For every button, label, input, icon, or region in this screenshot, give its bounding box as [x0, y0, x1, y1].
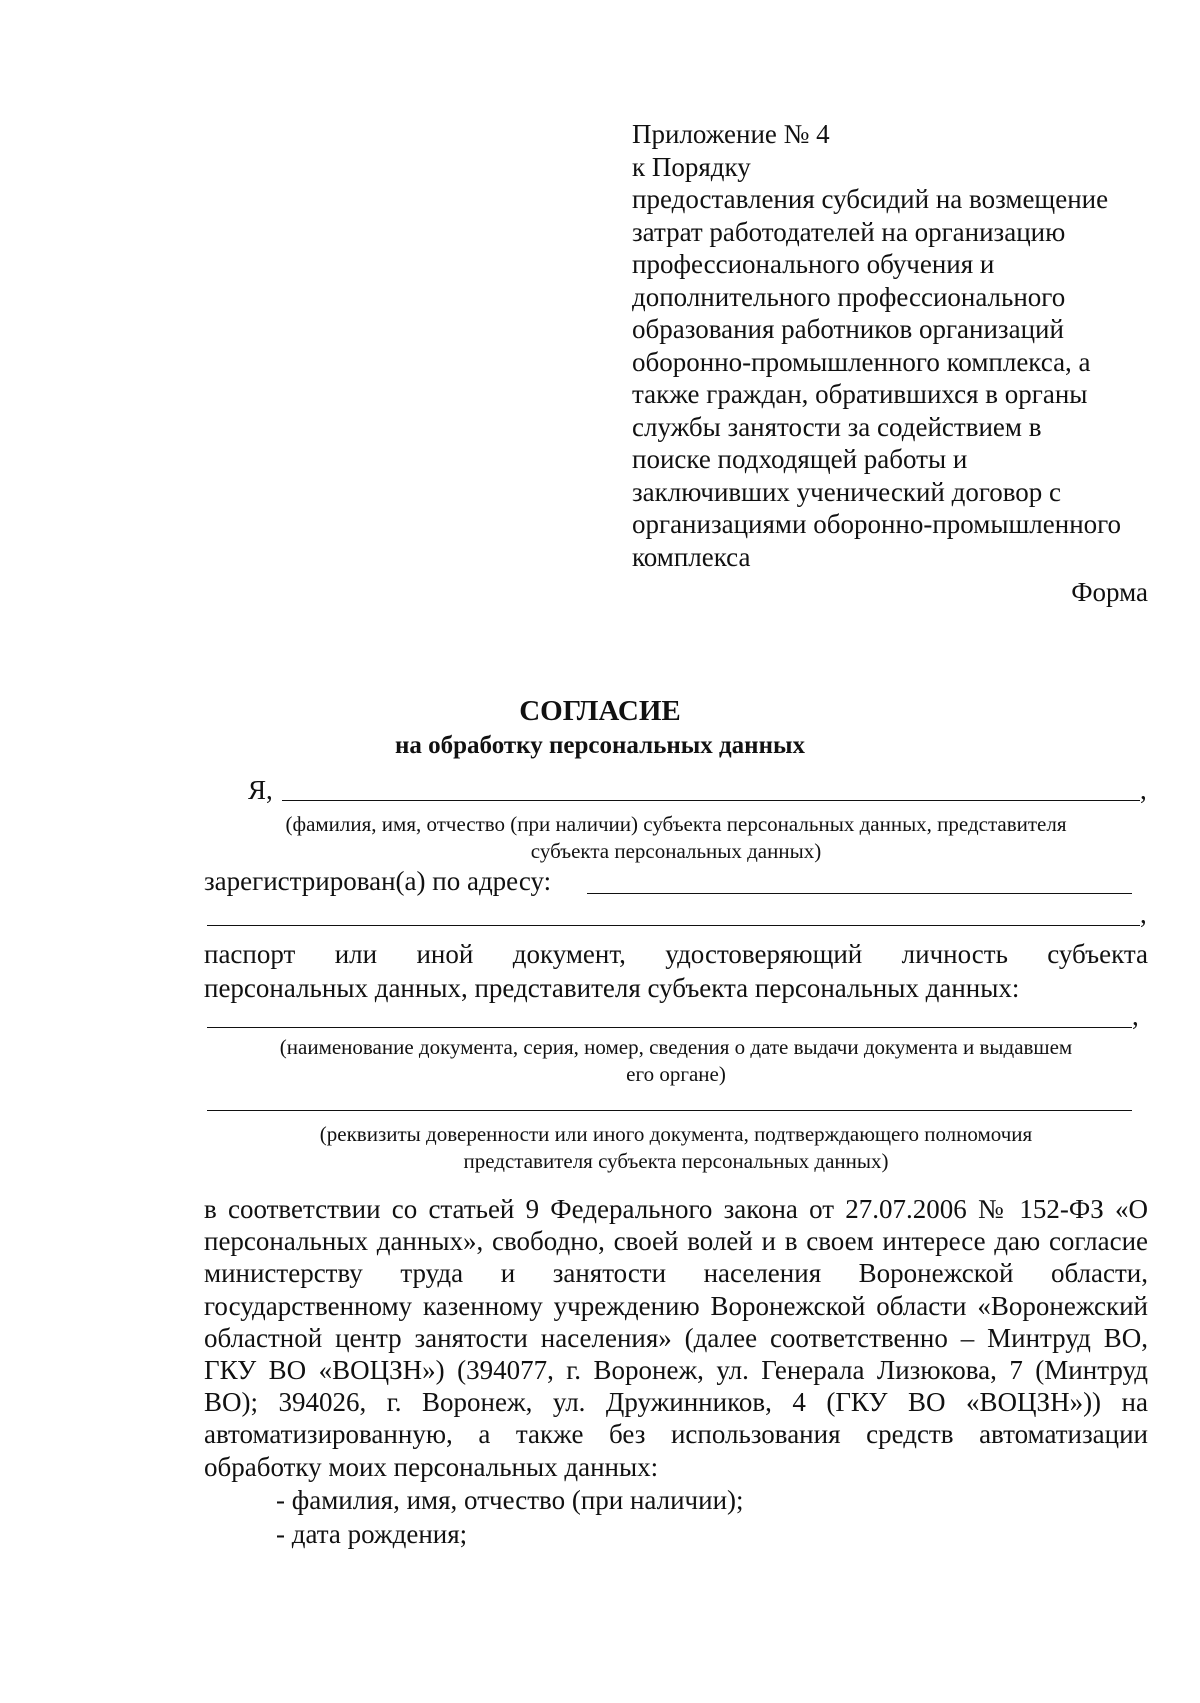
- comma: ,: [1140, 775, 1147, 805]
- document-hint: [204, 1034, 1148, 1088]
- passport-word: или: [334, 939, 378, 969]
- name-hint-line: (фамилия, имя, отчество (при наличии) субъекта персональных данных, представителя: [285, 812, 1067, 836]
- passport-word: личность: [901, 939, 1008, 969]
- document-title: СОГЛАСИЕ: [519, 695, 681, 727]
- appendix-line: затрат работодателей на организацию: [632, 216, 1066, 247]
- appendix-line: Приложение № 4: [632, 119, 830, 149]
- appendix-line: к Порядку: [632, 151, 751, 182]
- list-item: - дата рождения;: [276, 1519, 468, 1549]
- appendix-line: дополнительного профессионального: [632, 281, 1066, 312]
- appendix-line: организациями оборонно-промышленного: [632, 509, 1122, 539]
- name-hint: [204, 811, 1148, 865]
- appendix-line: заключивших ученический договор с: [632, 476, 1062, 507]
- passport-word: документ,: [512, 939, 626, 969]
- appendix-line: также граждан, обратившихся в органы: [632, 379, 1088, 409]
- passport-word: паспорт: [204, 939, 296, 969]
- passport-word: субъекта: [1047, 939, 1148, 969]
- comma: ,: [1140, 899, 1147, 929]
- name-hint-line: субъекта персональных данных): [530, 839, 822, 863]
- passport-word: иной: [416, 939, 474, 969]
- proxy-document-field[interactable]: [207, 1110, 1132, 1111]
- proxy-hint-line: представителя субъекта персональных данных): [463, 1149, 889, 1173]
- passport-label-line-2: персональных данных, представителя субъекта персональных данных:: [204, 973, 1020, 1003]
- consent-body-text: в соответствии со статьей 9 Федерального закона от 27.07.2006 № 152-ФЗ «О персональных данных», свободно, своей волей и в своем интересе даю согласие министерству труда и занятости населения Воронежской области, государственному казенному учреждению Воронежской области «Воронежский областной центр занятости населения» (далее соответственно – Минтруд ВО, ГКУ ВО «ВОЦЗН») (394077, г. Воронеж, ул. Генерала Лизюкова, 7 (Минтруд ВО); 394026, г. Воронеж, ул. Дружинников, 4 (ГКУ ВО «ВОЦЗН»)) на автоматизированную, а также без использования средств автоматизации обработку моих персональных данных:: [204, 1194, 1148, 1482]
- passport-word: удостоверяющий: [665, 939, 863, 969]
- appendix-line: образования работников организаций: [632, 314, 1064, 344]
- identity-document-field[interactable]: [207, 1027, 1132, 1028]
- full-name-field[interactable]: [282, 800, 1140, 801]
- appendix-line: поиске подходящей работы и: [632, 444, 968, 474]
- appendix-header: [632, 118, 1152, 573]
- appendix-line: оборонно-промышленного комплекса, а: [632, 346, 1091, 377]
- document-subtitle: на обработку персональных данных: [395, 732, 805, 759]
- form-label: Форма: [1071, 577, 1148, 607]
- proxy-hint-line: (реквизиты доверенности или иного документа, подтверждающего полномочия: [319, 1122, 1033, 1146]
- list-item: - фамилия, имя, отчество (при наличии);: [276, 1485, 744, 1515]
- proxy-hint: [204, 1121, 1148, 1175]
- registered-address-label: зарегистрирован(а) по адресу:: [204, 866, 552, 896]
- address-field[interactable]: [587, 893, 1132, 894]
- i-prefix: Я,: [248, 775, 273, 805]
- appendix-line: комплекса: [632, 541, 751, 572]
- appendix-line: службы занятости за содействием в: [632, 411, 1042, 442]
- document-hint-line: (наименование документа, серия, номер, сведения о дате выдачи документа и выдавшем: [279, 1035, 1073, 1059]
- appendix-line: профессионального обучения и: [632, 249, 995, 279]
- document-hint-line: его органе): [626, 1062, 726, 1086]
- comma: ,: [1132, 1001, 1139, 1031]
- address-field-line-2[interactable]: [207, 925, 1140, 926]
- passport-label: [204, 938, 1148, 970]
- appendix-line: предоставления субсидий на возмещение: [632, 184, 1109, 214]
